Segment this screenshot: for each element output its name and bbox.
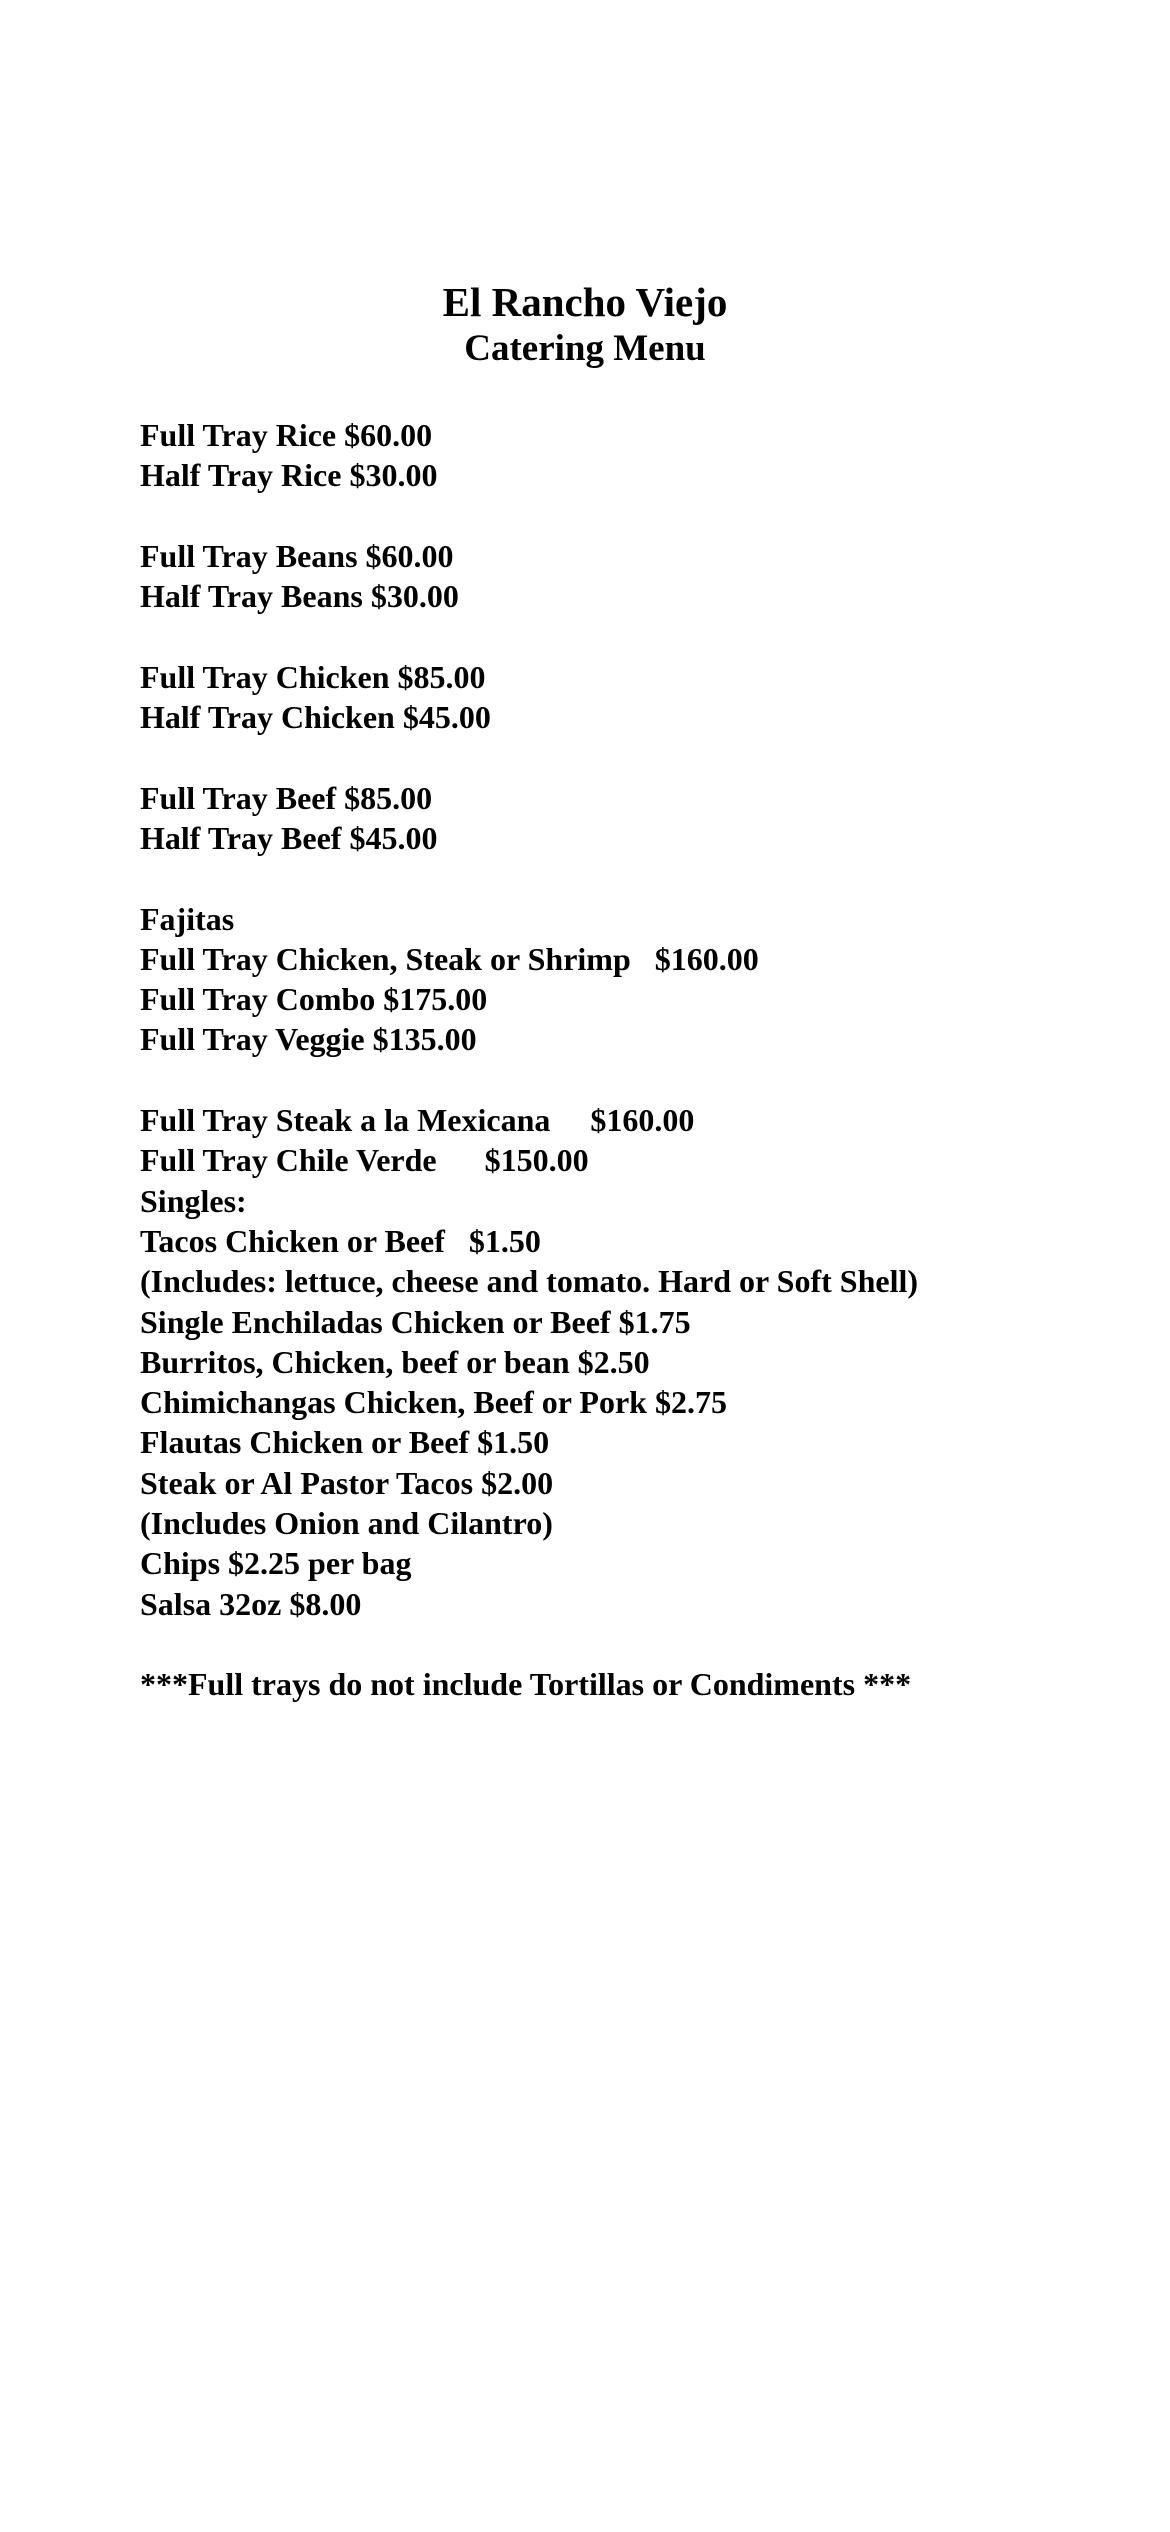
menu-item-steak-a-la-mexicana: Full Tray Steak a la Mexicana $160.00 [140,1102,695,1139]
menu-item-full-tray-beef: Full Tray Beef $85.00 [140,779,433,816]
menu-item-salsa: Salsa 32oz $8.00 [140,1585,362,1622]
section-heading-fajitas: Fajitas [140,900,235,937]
menu-item-tacos: Tacos Chicken or Beef $1.50 [140,1222,541,1259]
menu-header [0,277,1170,371]
section-spacer [140,616,1140,656]
menu-item-burritos: Burritos, Chicken, beef or bean $2.50 [140,1343,650,1380]
menu-item-fajitas-combo: Full Tray Combo $175.00 [140,981,488,1018]
menu-item-chips: Chips $2.25 per bag [140,1545,412,1582]
menu-item-half-tray-beef: Half Tray Beef $45.00 [140,819,438,856]
section-spacer [140,858,1140,898]
footer-note: ***Full trays do not include Tortillas or Condiments *** [140,1666,912,1703]
section-spacer [140,1060,1140,1100]
menu-item-single-enchiladas: Single Enchiladas Chicken or Beef $1.75 [140,1303,691,1340]
menu-item-half-tray-chicken: Half Tray Chicken $45.00 [140,699,491,736]
menu-item-fajitas-chicken-steak-shrimp: Full Tray Chicken, Steak or Shrimp $160.00 [140,940,759,977]
section-spacer [140,737,1140,777]
menu-body [140,415,1140,1705]
section-spacer [140,1624,1140,1664]
menu-item-full-tray-rice: Full Tray Rice $60.00 [140,417,433,453]
menu-item-fajitas-veggie: Full Tray Veggie $135.00 [140,1021,477,1058]
menu-item-half-tray-rice: Half Tray Rice $30.00 [140,457,438,494]
section-heading-singles: Singles: [140,1182,247,1219]
menu-item-full-tray-chicken: Full Tray Chicken $85.00 [140,658,486,695]
menu-subtitle: Catering Menu [464,328,706,369]
menu-item-chile-verde: Full Tray Chile Verde $150.00 [140,1142,589,1179]
menu-item-half-tray-beans: Half Tray Beans $30.00 [140,578,459,615]
menu-item-chimichangas: Chimichangas Chicken, Beef or Pork $2.75 [140,1384,727,1421]
menu-item-full-tray-beans: Full Tray Beans $60.00 [140,537,454,574]
section-spacer [140,496,1140,536]
menu-item-flautas: Flautas Chicken or Beef $1.50 [140,1424,550,1461]
menu-item-steak-al-pastor-tacos: Steak or Al Pastor Tacos $2.00 [140,1464,554,1501]
restaurant-name: El Rancho Viejo [442,279,728,325]
menu-note-tacos-includes: (Includes: lettuce, cheese and tomato. Hard or Soft Shell) [140,1263,918,1300]
menu-note-onion-cilantro: (Includes Onion and Cilantro) [140,1505,553,1542]
